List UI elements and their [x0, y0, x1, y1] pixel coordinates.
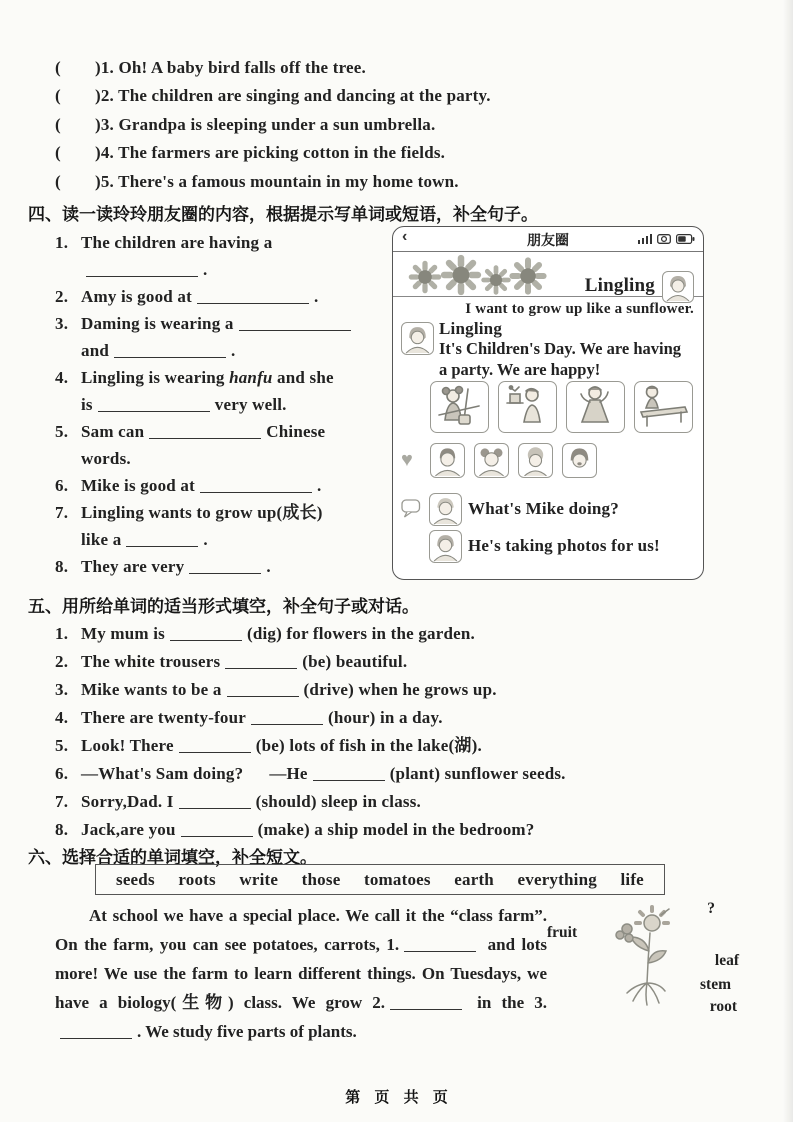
plant-label-fruit: fruit	[547, 924, 578, 941]
passage-text: in the	[477, 993, 525, 1012]
listening-item-1	[55, 54, 491, 82]
commenter2-avatar	[429, 530, 462, 563]
section4-title: 四、读一读玲玲朋友圈的内容，根据提示写单词或短语，补全句子。	[28, 205, 538, 224]
phone-status-bar	[393, 227, 703, 252]
answer-blank	[200, 477, 312, 493]
s5-q3: 3. Mike wants to be a (drive) when he grows up.	[55, 680, 497, 699]
section6-title: 六、选择合适的单词填空，补全短文。	[28, 848, 317, 867]
item-number: )3.	[95, 114, 115, 134]
wechat-moments-phone	[392, 226, 704, 580]
s5-q6: 6. —What's Sam doing? —He (plant) sunflower seeds.	[55, 764, 566, 783]
post-photos	[430, 381, 693, 433]
answer-blank	[404, 936, 476, 952]
answer-blank	[114, 342, 226, 358]
answer-blank	[126, 531, 198, 547]
plant-label-root: root	[709, 998, 737, 1015]
word-bank-word: earth	[454, 869, 494, 889]
hanfu-word: hanfu	[229, 368, 273, 387]
commenter1-avatar	[429, 493, 462, 526]
answer-blank	[225, 653, 297, 669]
blank-number: 2.	[372, 993, 386, 1012]
profile-signature: I want to grow up like a sunflower.	[465, 301, 694, 317]
word-bank-word: write	[239, 869, 279, 889]
post-text: It's Children's Day. We are having a party. We are happy!	[439, 339, 682, 379]
signal-icon	[638, 234, 653, 244]
answer-blank	[181, 821, 253, 837]
word-bank-word: seeds	[116, 869, 155, 889]
passage-text: . We study five parts of plants.	[137, 1022, 357, 1041]
item-number: )5.	[95, 171, 115, 191]
profile-avatar	[662, 271, 694, 303]
word-bank-word: life	[620, 869, 644, 889]
comment2-text: He's taking photos for us!	[468, 536, 660, 555]
camera-icon	[657, 233, 671, 244]
liker-avatar-1[interactable]	[430, 443, 465, 478]
item-text: The children are singing and dancing at the party.	[118, 86, 491, 106]
answer-blank	[239, 315, 351, 331]
liker-avatar-4[interactable]	[562, 443, 597, 478]
profile-name: Lingling	[584, 275, 655, 296]
item-number: )1.	[95, 58, 115, 77]
moments-title: 朋友圈	[527, 232, 569, 248]
answer-blank	[179, 737, 251, 753]
battery-icon	[676, 234, 695, 244]
liker-avatar-3[interactable]	[518, 443, 553, 478]
section5-title: 五、用所给单词的适当形式填空，补全句子或对话。	[28, 597, 419, 616]
word-bank-word: those	[301, 869, 341, 889]
listening-item-2	[55, 82, 491, 110]
s4-q2: 2. Amy is good at .	[55, 287, 319, 306]
blank-number: 1.	[386, 935, 400, 954]
s5-q2: 2. The white trousers (be) beautiful.	[55, 652, 408, 671]
answer-paren: (	[55, 58, 61, 77]
heart-like-icon[interactable]: ♥	[401, 449, 413, 471]
photo-girl-dancing[interactable]	[566, 381, 625, 433]
s5-q8: 8. Jack,are you (make) a ship model in the bedroom?	[55, 820, 535, 839]
answer-blank	[86, 261, 198, 277]
answer-blank	[98, 396, 210, 412]
sunflower-banner-image	[401, 253, 561, 297]
answer-blank	[170, 625, 242, 641]
answer-paren: (	[55, 143, 61, 163]
answer-paren: (	[55, 114, 61, 134]
likers-row	[430, 443, 597, 478]
answer-blank	[60, 1023, 132, 1039]
s4-q1: 1. The children are having a .	[55, 233, 273, 279]
answer-blank	[313, 765, 385, 781]
s4-q6: 6. Mike is good at .	[55, 476, 322, 495]
item-text: Oh! A baby bird falls off the tree.	[118, 58, 366, 77]
plant-label-question: ?	[707, 900, 715, 917]
passage-text: At school we have a special place. We call it the “class farm”. On the farm, you can see potatoes, carrots,	[55, 906, 547, 954]
s4-q4: 4. Lingling is wearing hanfu and she is very well.	[55, 368, 334, 414]
plant-diagram	[547, 901, 747, 1013]
section5-questions	[55, 620, 765, 844]
answer-blank	[189, 558, 261, 574]
blank-number: 3.	[534, 993, 548, 1012]
s5-q5: 5. Look! There (be) lots of fish in the lake(湖).	[55, 736, 482, 755]
liker-avatar-2[interactable]	[474, 443, 509, 478]
page-footer: 第 页 共 页	[345, 1089, 448, 1106]
plant-label-leaf: leaf	[714, 952, 739, 969]
passage-text: and lots more! We use the farm to learn different things. On Tuesdays, we have a biology(生物) class. We grow	[55, 935, 547, 1012]
word-bank-box	[95, 864, 665, 895]
comment1-text: What's Mike doing?	[468, 499, 619, 518]
word-bank-word: tomatoes	[363, 869, 431, 889]
listening-item-3	[55, 111, 491, 139]
item-number: )4.	[95, 143, 115, 163]
section4-questions	[55, 229, 417, 580]
post-author-avatar	[401, 322, 434, 355]
answer-blank	[179, 793, 251, 809]
answer-blank	[251, 709, 323, 725]
answer-paren: (	[55, 86, 61, 106]
answer-paren: (	[55, 171, 61, 191]
answer-blank	[197, 288, 309, 304]
word-bank-word: everything	[517, 869, 597, 889]
plant-label-stem: stem	[700, 976, 731, 993]
s4-q8: 8. They are very .	[55, 557, 271, 576]
item-text: The farmers are picking cotton in the fields.	[118, 143, 446, 163]
item-text: There's a famous mountain in my home town.	[118, 171, 459, 191]
s5-q4: 4. There are twenty-four (hour) in a day.	[55, 708, 443, 727]
s5-q7: 7. Sorry,Dad. I (should) sleep in class.	[55, 792, 421, 811]
post-author-name: Lingling	[439, 319, 503, 338]
s5-q1: 1. My mum is (dig) for flowers in the garden.	[55, 624, 475, 643]
s4-q7: 7. Lingling wants to grow up(成长) like a .	[55, 503, 323, 549]
answer-blank	[227, 681, 299, 697]
answer-blank	[390, 994, 462, 1010]
cloze-passage	[55, 901, 747, 1046]
listening-item-4	[55, 139, 491, 167]
back-chevron-icon[interactable]: ‹	[402, 228, 408, 245]
item-number: )2.	[95, 86, 115, 106]
photo-girl-playing-erhu[interactable]	[430, 381, 489, 433]
word-bank-word: roots	[178, 869, 216, 889]
photo-child-playing-guzheng[interactable]	[634, 381, 693, 433]
cover-banner	[393, 251, 703, 297]
photo-boy-magic-hat-dove[interactable]	[498, 381, 557, 433]
comment-bubble-icon[interactable]	[401, 499, 422, 518]
s4-q3: 3. Daming is wearing a and .	[55, 310, 417, 364]
item-text: Grandpa is sleeping under a sun umbrella.	[118, 114, 436, 134]
listening-section	[55, 54, 491, 196]
listening-item-5	[55, 168, 491, 196]
answer-blank	[149, 423, 261, 439]
s4-q5: 5. Sam can Chinese words.	[55, 422, 326, 468]
